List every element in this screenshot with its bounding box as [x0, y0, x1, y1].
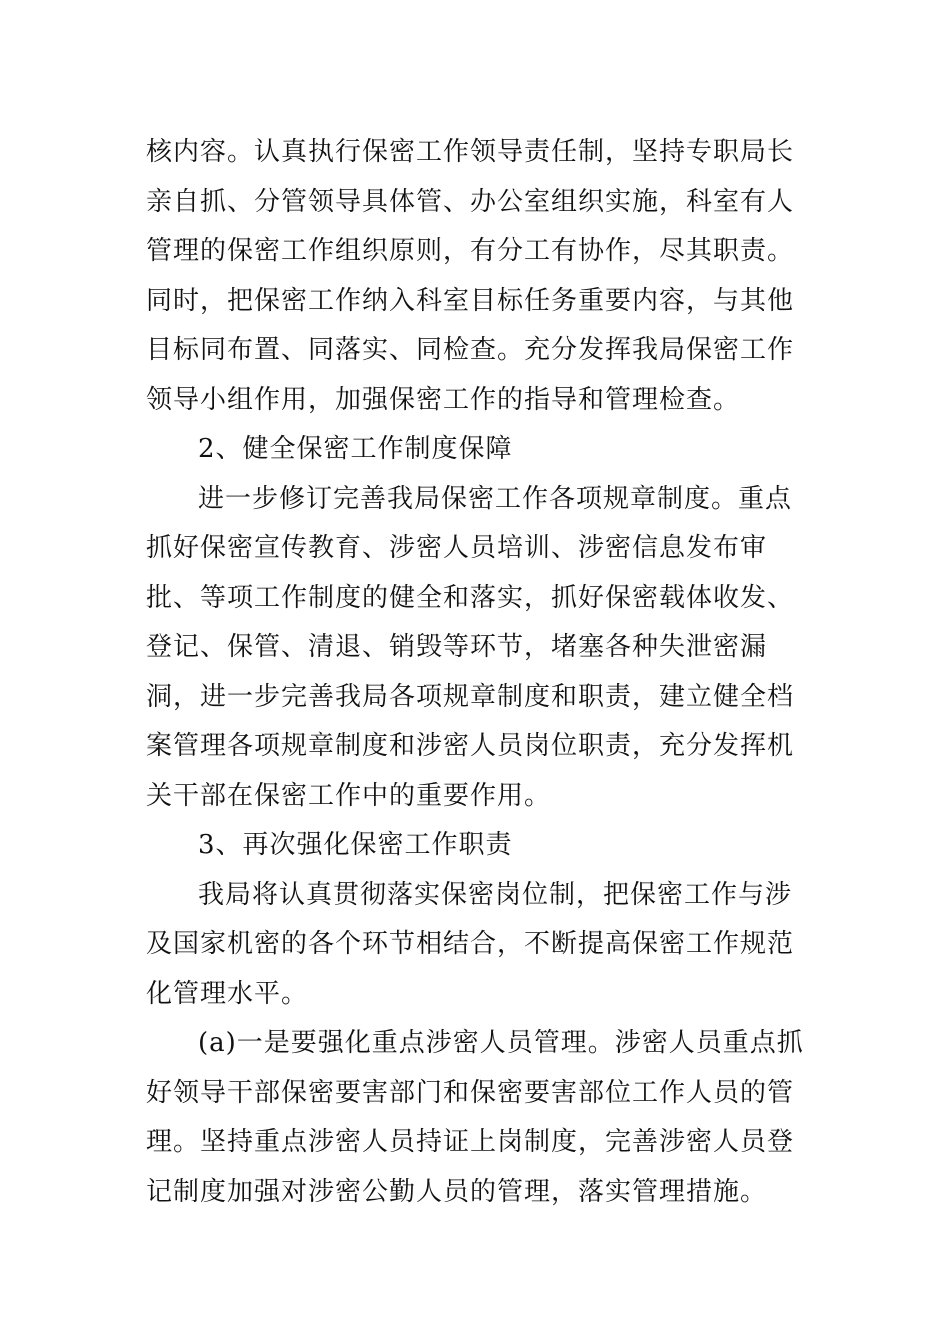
- section-heading-3: 3、再次强化保密工作职责: [198, 830, 513, 860]
- paragraph-responsibility-system: 核内容。认真执行保密工作领导责任制，坚持专职局长亲自抓、分管领导具体管、办公室组织实施，科室有人管理的保密工作组织原则，有分工有协作，尽其职责。同时，把保密工作纳入科室目标任务重要内容，与其他目标同布置、同落实、同检查。充分发挥我局保密工作领导小组作用，加强保密工作的指导和管理检查。: [146, 137, 795, 415]
- document-page: [146, 128, 806, 1217]
- paragraph-regulations: 进一步修订完善我局保密工作各项规章制度。重点抓好保密宣传教育、涉密人员培训、涉密信息发布审批、等项工作制度的健全和落实，抓好保密载体收发、登记、保管、清退、销毁等环节，堵塞各种失泄密漏洞，进一步完善我局各项规章制度和职责，建立健全档案管理各项规章制度和涉密人员岗位职责，充分发挥机关干部在保密工作中的重要作用。: [146, 483, 795, 811]
- paragraph-personnel-management: (a)一是要强化重点涉密人员管理。涉密人员重点抓好领导干部保密要害部门和保密要害部位工作人员的管理。坚持重点涉密人员持证上岗制度，完善涉密人员登记制度加强对涉密公勤人员的管理，落实管理措施。: [146, 1028, 804, 1207]
- paragraph-post-system: 我局将认真贯彻落实保密岗位制，把保密工作与涉及国家机密的各个环节相结合，不断提高保密工作规范化管理水平。: [146, 879, 795, 1009]
- section-heading-2: 2、健全保密工作制度保障: [198, 434, 513, 464]
